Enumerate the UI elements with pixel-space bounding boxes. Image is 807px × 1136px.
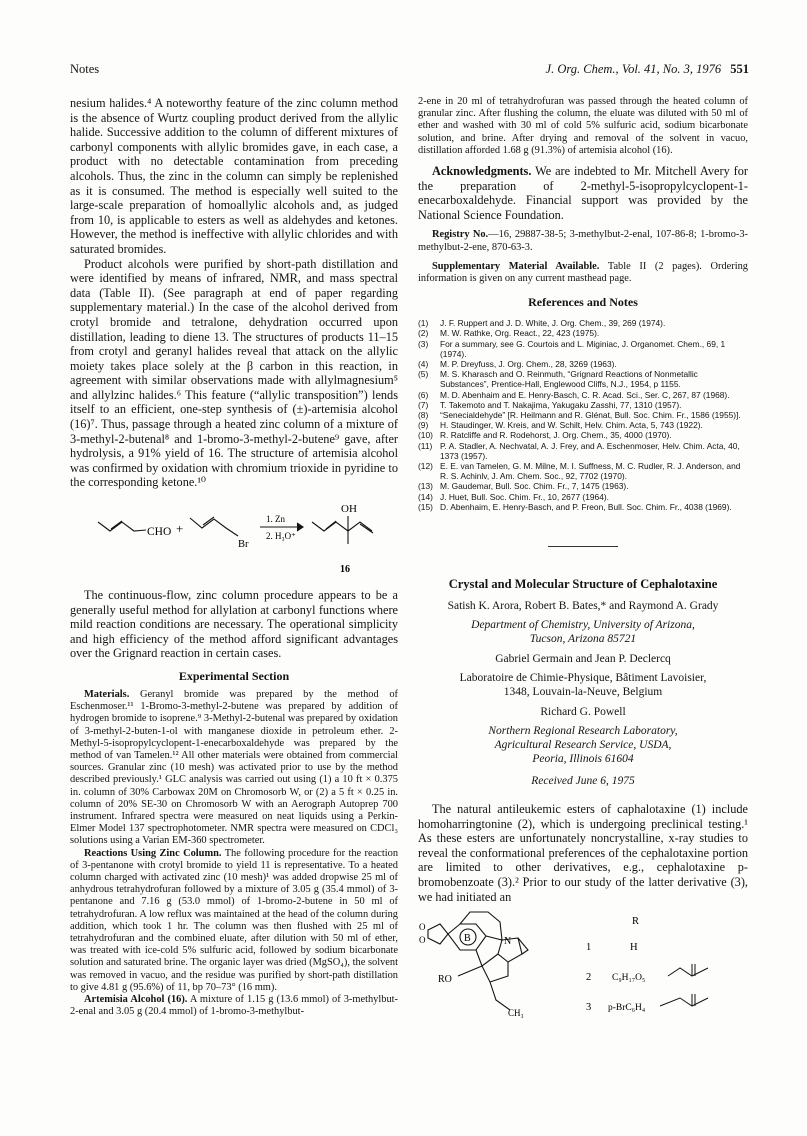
affiliation-2a: Laboratoire de Chimie-Physique, Bâtiment Lavoisier, — [459, 672, 707, 685]
reference-number: (7) — [418, 399, 429, 410]
row-2-number: 2 — [586, 972, 592, 984]
reference-text: D. Abenhaim, E. Henry-Basch, and P. Freon, Bull. Soc. Chim. Fr., 4038 (1969). — [440, 501, 732, 512]
row-3-r: p-BrC₆H₄ — [608, 1003, 646, 1014]
received-date: Received June 6, 1975 — [531, 775, 635, 788]
compound-16-label: 16 — [340, 564, 350, 576]
supplementary-heading: Supplementary Material Available. — [432, 260, 600, 272]
reference-text: M. W. Rathke, Org. React., 22, 423 (1975). — [440, 328, 600, 339]
affiliation-1a: Department of Chemistry, University of Arizona, — [471, 619, 695, 632]
row-2-r: C₉H₁₇O₅ — [612, 973, 646, 984]
right-column — [418, 96, 748, 1020]
reference-item — [418, 369, 748, 389]
journal-volume: Vol. 41, No. 3, 1976 — [621, 62, 722, 76]
reference-number: (14) — [418, 491, 433, 502]
reference-item — [418, 481, 748, 491]
artemisia-heading: Artemisia Alcohol (16). — [84, 994, 188, 1006]
reference-item — [418, 420, 748, 430]
references-title: References and Notes — [528, 295, 638, 310]
authors-group-1: Satish K. Arora, Robert B. Bates,* and Raymond A. Grady — [447, 600, 719, 613]
reference-text: “Senecialdehyde” [R. Heilmann and R. Glénat, Bull. Soc. Chim. Fr., 1586 (1955)]. — [440, 410, 741, 421]
affiliation-2b: 1348, Louvain-la-Neuve, Belgium — [503, 686, 663, 699]
reference-number: (12) — [418, 461, 433, 472]
reference-number: (3) — [418, 338, 429, 349]
reference-item — [418, 430, 748, 440]
reaction-scheme-drawing — [70, 494, 398, 582]
paragraph-3: The continuous-flow, zinc column procedure appears to be a generally useful method for allylation at carbonyl functions where mild reaction conditions are necessary. The operational simplicity and high efficiency of the method afford significant advantages over the Grignard reaction in certain cases. — [70, 588, 398, 661]
reference-number: (13) — [418, 481, 433, 492]
ch3-label: CH₃ — [508, 1008, 524, 1019]
reference-text: E. E. van Tamelen, G. M. Milne, M. I. Suffness, M. C. Rudler, R. J. Anderson, and R. S. Achinlv, J. Am. Chem. Soc., 92, 7702 (1970). — [440, 461, 741, 482]
reference-text: P. A. Stadler, A. Nechvatal, A. J. Frey, and A. Eschenmoser, Helv. Chim. Acta, 40, 1373 (1957). — [440, 440, 740, 461]
affiliation-3c: Peoria, Illinois 61604 — [532, 753, 634, 766]
plus-sign: + — [176, 521, 184, 537]
reference-text: T. Takemoto and T. Nakajima, Yakugaku Zasshi, 77, 1310 (1957). — [440, 399, 682, 410]
supplementary-text: Table II (2 pages). Ordering information is given on any current masthead page. — [418, 260, 749, 284]
row-3-number: 3 — [586, 1002, 592, 1014]
reference-text: M. Gaudemar, Bull. Soc. Chim. Fr., 7, 1475 (1963). — [440, 481, 629, 492]
left-column — [70, 96, 398, 1018]
affiliation-1b: Tucson, Arizona 85721 — [529, 633, 637, 646]
materials-paragraph — [70, 689, 398, 848]
running-head-right — [546, 62, 749, 77]
reference-text: M. D. Abenhaim and E. Henry-Basch, C. R. Acad. Sci., Ser. C, 267, 87 (1968). — [440, 389, 730, 400]
reference-number: (10) — [418, 430, 433, 441]
step-2-label: 2. H₃O⁺ — [266, 531, 296, 542]
reference-item — [418, 502, 748, 512]
reference-text: M. S. Kharasch and O. Reinmuth, “Grignard Reactions of Nonmetallic Substances”, Prentice-Hall, Englewood Cliffs, N.J., 1954, p 1155. — [440, 369, 698, 390]
abstract-paragraph: The natural antileukemic esters of caphalotaxine (1) include homoharringtonine (2), which is undergoing preclinical testing.¹ As these esters are unfortunately noncrystalline, x-ray studies to reveal the conformational preferences of the cephalotaxine portion are limited to other derivatives, e.g., cephalotaxine p-bromobenzoate (3).² Prior to our study of the latter derivative (3), we had initiated an — [418, 802, 748, 904]
row-1-number: 1 — [586, 942, 592, 954]
row-1-r: H — [630, 942, 638, 954]
references-list — [418, 318, 748, 512]
reference-item — [418, 400, 748, 410]
running-head-left: Notes — [70, 62, 100, 76]
reference-item — [418, 461, 748, 481]
reactions-text: The following procedure for the reaction of 3-pentanone with crotyl bromide to yield 11 is representative. To a heated column charged with activated zinc (10 mesh)¹ was added dropwise 25 ml of anhydrous tetrahydrofuran followed by a mixture of 3.05 g (35.4 mmol) of 3-pentanone and 7.16 g (53.0 mmol) of 1-bromo-2-butene in 50 ml of tetrahydrofuran. A low reflux was maintained at the head of the column during addition, which took 1 hr. The column was then flushed with 25 ml of tetrahydrofuran and the combined eluate, after dilution with 50 ml of ether, was treated with ice-cold 5% sulfuric acid, followed by sodium bicarbonate solution and saturated brine. The organic layer was dried (MgSO₄), the solvent was removed in vacuo, and the residue was purified by short-path distillation to give 4.81 g (95.6%) of 11, bp 70–73° (16 mm). — [70, 847, 399, 993]
registry-heading: Registry No. — [432, 229, 489, 241]
reference-text: R. Ratcliffe and R. Rodehorst, J. Org. Chem., 35, 4000 (1970). — [440, 430, 672, 441]
nitrogen-label: N — [504, 936, 512, 948]
reference-item — [418, 318, 748, 328]
authors-group-2: Gabriel Germain and Jean P. Declercq — [495, 653, 671, 666]
reference-text: H. Staudinger, W. Kreis, and W. Schilt, Helv. Chim. Acta, 5, 743 (1922). — [440, 420, 703, 431]
reference-number: (1) — [418, 318, 429, 329]
reference-number: (6) — [418, 389, 429, 400]
oxygen-1-label: O — [419, 922, 426, 933]
cephalotaxine-structure — [418, 910, 748, 1020]
reference-number: (5) — [418, 369, 429, 380]
cephalotaxine-drawing — [418, 910, 748, 1020]
supplementary-material — [418, 261, 748, 285]
oxygen-2-label: O — [419, 935, 426, 946]
reference-text: M. P. Dreyfuss, J. Org. Chem., 28, 3269 (1963). — [440, 359, 617, 370]
reference-item — [418, 328, 748, 338]
article-separator — [548, 546, 618, 547]
article-title: Crystal and Molecular Structure of Cephalotaxine — [448, 577, 718, 592]
reactions-heading: Reactions Using Zinc Column. — [84, 847, 222, 859]
affiliation-3b: Agricultural Research Service, USDA, — [494, 739, 672, 752]
reference-item — [418, 492, 748, 502]
acknowledgments — [418, 164, 748, 222]
reference-text: J. F. Ruppert and J. D. White, J. Org. Chem., 39, 269 (1974). — [440, 318, 666, 329]
paragraph-1: nesium halides.⁴ A noteworthy feature of the zinc column method is the absence of Wurtz coupling product derived from the allylic halide. Successive addition to the column of different mixtures of carbonyl components with allylic bromides gave, in each case, a product with no detectable contamination from preceding alcohols. Thus, the zinc in the column can simply be replenished as it is consumed. The method is especially well suited to the large-scale preparation of homoallylic alcohols and, as judged from 10, is applicable to esters as well as aldehydes and ketones. However, the method is ineffective with allylic chlorides and with saturated bromides. — [70, 96, 398, 256]
step-1-label: 1. Zn — [266, 514, 285, 525]
reference-item — [418, 339, 748, 359]
journal-name: J. Org. Chem., — [545, 62, 619, 76]
page-number: 551 — [730, 62, 749, 76]
ro-label: RO — [438, 974, 452, 986]
paragraph-2: Product alcohols were purified by short-path distillation and were identified by means of infrared, NMR, and mass spectral data (Table II). (See paragraph at end of paper regarding supplementary material.) In the case of the alcohol derived from crotyl bromide and tetralone, dehydration occurred upon distillation, leading to diene 13. The structures of products 11–15 from crotyl and geranyl halides reveal that attack on the allylic moiety takes place solely at the β carbon in this reaction, in agreement with similar observations made with allylmagnesium⁵ and allylzinc halides.⁶ This feature (“allylic transposition”) lends itself to an efficient, one-step synthesis of (±)-artemisia alcohol (16)⁷. Thus, passage through a heated zinc column of a mixture of 3-methyl-2-butenal⁸ and 1-bromo-3-methyl-2-butene⁹ gave, after hydrolysis, a 91% yield of 16. The structure of artemisia alcohol was confirmed by oxidation with chromium trioxide in pyridine to the corresponding ketone.¹⁰ — [70, 256, 398, 490]
br-label: Br — [238, 539, 249, 551]
artemisia-paragraph — [70, 994, 398, 1018]
experimental-continuation: 2-ene in 20 ml of tetrahydrofuran was passed through the heated column of granular zinc. After flushing the column, the eluate was diluted with 50 ml of ether and washed with 30 ml of cold 5% sulfuric acid, sodium bicarbonate solution, and brine. After drying and removal of the solvent in vacuo, distillation afforded 1.68 g (91.3%) of artemisia alcohol (16). — [418, 96, 748, 156]
cho-label: CHO — [147, 526, 172, 539]
reactions-paragraph — [70, 848, 398, 994]
reference-text: J. Huet, Bull. Soc. Chim. Fr., 10, 2677 (1964). — [440, 491, 609, 502]
reference-number: (15) — [418, 501, 433, 512]
reference-number: (4) — [418, 359, 429, 370]
reference-item — [418, 410, 748, 420]
reference-number: (2) — [418, 328, 429, 339]
registry-text: —16, 29887-38-5; 3-methylbut-2-enal, 107-86-8; 1-bromo-3-methylbut-2-ene, 870-63-3. — [418, 229, 749, 253]
acknowledgments-text: We are indebted to Mr. Mitchell Avery for the preparation of 2-methyl-5-isopropylcyclopent-1-enecarboxaldehyde. Financial support was provided by the National Science Foundation. — [418, 164, 748, 222]
authors-group-3: Richard G. Powell — [540, 706, 626, 719]
reference-item — [418, 390, 748, 400]
reference-number: (11) — [418, 440, 433, 451]
reference-text: For a summary, see G. Courtois and L. Miginiac, J. Organomet. Chem., 69, 1 (1974). — [440, 338, 726, 359]
reference-item — [418, 359, 748, 369]
affiliation-3a: Northern Regional Research Laboratory, — [488, 725, 678, 738]
materials-heading: Materials. — [84, 689, 130, 700]
ring-b-label: B — [464, 933, 471, 945]
acknowledgments-heading: Acknowledgments. — [432, 164, 532, 179]
r-column-head: R — [632, 916, 640, 928]
experimental-section-title: Experimental Section — [178, 669, 290, 683]
reaction-scheme — [70, 494, 398, 582]
artemisia-text: A mixture of 1.15 g (13.6 mmol) of 3-methylbut-2-enal and 3.05 g (20.4 mmol) of 1-bromo-3-methylbut- — [70, 994, 398, 1018]
registry-numbers — [418, 229, 748, 253]
oh-label: OH — [341, 503, 357, 516]
reference-number: (8) — [418, 410, 429, 421]
materials-text: Geranyl bromide was prepared by the method of Eschenmoser.¹¹ 1-Bromo-3-methyl-2-butene was prepared by addition of hydrogen bromide to isoprene.⁹ 3-Methyl-2-butenal was prepared by oxidation of 3-methyl-2-buten-1-ol with manganese dioxide in petroleum ether. 2-Methyl-5-isopropylcyclopent-1-enecarboxaldehyde was prepared by the method of van Tamelen.¹² All other materials were obtained from commercial sources. Granular zinc (10 mesh) was activated prior to use by the method described previously.¹ GLC analysis was carried out using (1) a 10 ft × 0.375 in. column of 30% Carbowax 20M on Chromosorb W, or (2) a 5 ft × 0.25 in. column of 20% SE-30 on Chromosorb W with an Aerograph Autoprep 700 instrument. Infrared spectra were measured on neat liquids using a Perkin-Elmer Model 137 spectrophotometer. NMR spectra were measured on CDCl₃ solutions using a Varian EM-360 spectrometer. — [70, 689, 398, 847]
reference-number: (9) — [418, 420, 429, 431]
reference-item — [418, 441, 748, 461]
